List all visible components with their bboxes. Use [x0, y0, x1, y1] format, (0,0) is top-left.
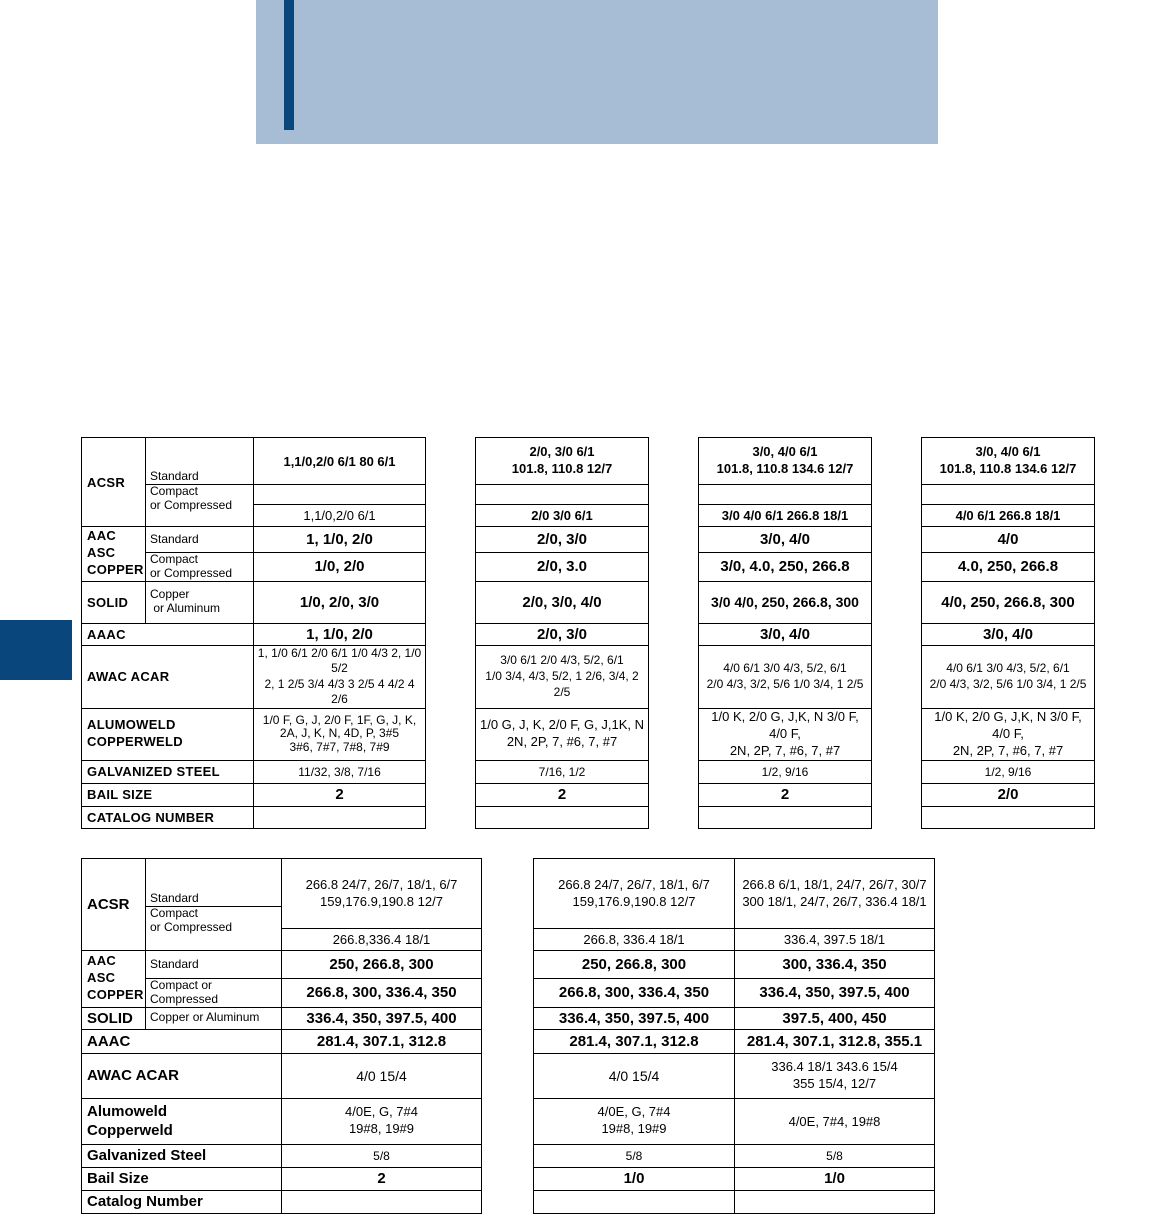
cell-aaac: 3/0, 4/0	[699, 623, 872, 645]
cell-awac-acar: 336.4 18/1 343.6 15/4 355 15/4, 12/7	[735, 1053, 935, 1098]
row-sublabel-copper-aluminum: Copper or Aluminum	[146, 1007, 282, 1029]
row-label-aac-asc-copper: AAC ASC COPPER	[82, 527, 146, 582]
row-label-solid: SOLID	[82, 1007, 146, 1029]
cell-catalog-number	[735, 1190, 935, 1213]
connector-table-1	[81, 437, 1095, 829]
cell-catalog-number	[476, 806, 649, 828]
cell-alumoweld: 1/0 K, 2/0 G, J,K, N 3/0 F, 4/0 F, 2N, 2P, 7, #6, 7, #7	[699, 708, 872, 760]
row-label-alumoweld-copperweld: Alumoweld Copperweld	[82, 1098, 282, 1144]
cell-aaac: 1, 1/0, 2/0	[254, 623, 426, 645]
cell-acsr-compact: 2/0 3/0 6/1	[476, 505, 649, 527]
row-label-awac-acar: AWAC ACAR	[82, 1053, 282, 1098]
cell-awac-acar: 4/0 6/1 3/0 4/3, 5/2, 6/1 2/0 4/3, 3/2, 5/6 1/0 3/4, 1 2/5	[922, 645, 1095, 708]
cell-aac-compact: 1/0, 2/0	[254, 553, 426, 582]
cell-galvanized: 5/8	[282, 1144, 482, 1167]
cell-alumoweld: 4/0E, G, 7#4 19#8, 19#9	[282, 1098, 482, 1144]
row-sublabel-standard: Standard	[146, 438, 254, 485]
cell-aaac: 281.4, 307.1, 312.8	[282, 1029, 482, 1053]
cell-aac-compact: 266.8, 300, 336.4, 350	[282, 979, 482, 1008]
cell-alumoweld: 1/0 G, J, K, 2/0 F, G, J,1K, N 2N, 2P, 7, #6, 7, #7	[476, 708, 649, 760]
cell-aac-compact: 336.4, 350, 397.5, 400	[735, 979, 935, 1008]
cell-aac-standard: 3/0, 4/0	[699, 527, 872, 553]
cell-catalog-number	[534, 1190, 735, 1213]
cell-alumoweld: 4/0E, 7#4, 19#8	[735, 1098, 935, 1144]
cell-aac-standard: 1, 1/0, 2/0	[254, 527, 426, 553]
cell-bail-size: 1/0	[534, 1167, 735, 1190]
cell-catalog-number	[699, 806, 872, 828]
section-tab	[0, 620, 72, 680]
cell-aac-compact: 3/0, 4.0, 250, 266.8	[699, 553, 872, 582]
cell-aac-standard: 300, 336.4, 350	[735, 951, 935, 979]
row-label-galvanized-steel: GALVANIZED STEEL	[82, 760, 254, 783]
cell-awac-acar: 4/0 6/1 3/0 4/3, 5/2, 6/1 2/0 4/3, 3/2, 5/6 1/0 3/4, 1 2/5	[699, 645, 872, 708]
cell-aac-standard: 250, 266.8, 300	[282, 951, 482, 979]
cell-solid: 336.4, 350, 397.5, 400	[534, 1007, 735, 1029]
cell-bail-size: 2/0	[922, 783, 1095, 806]
cell-galvanized: 5/8	[735, 1144, 935, 1167]
cell-acsr-standard: 1,1/0,2/0 6/1 80 6/1	[254, 438, 426, 485]
row-label-awac-acar: AWAC ACAR	[82, 645, 254, 708]
cell-solid: 4/0, 250, 266.8, 300	[922, 581, 1095, 623]
cell-awac-acar: 1, 1/0 6/1 2/0 6/1 1/0 4/3 2, 1/0 5/2 2, 1 2/5 3/4 4/3 3 2/5 4 4/2 4 2/6	[254, 645, 426, 708]
cell-acsr-standard: 266.8 24/7, 26/7, 18/1, 6/7 159,176.9,190.8 12/7	[282, 859, 482, 929]
cell-acsr-compact: 266.8, 336.4 18/1	[534, 929, 735, 951]
row-sublabel-compact: Compact or Compressed	[146, 907, 282, 951]
row-sublabel-copper-aluminum: Copper or Aluminum	[146, 581, 254, 623]
row-label-acsr: ACSR	[82, 438, 146, 527]
cell-bail-size: 2	[699, 783, 872, 806]
row-sublabel-compact: Compact or Compressed	[146, 553, 254, 582]
row-label-galvanized-steel: Galvanized Steel	[82, 1144, 282, 1167]
cell-acsr-standard: 3/0, 4/0 6/1 101.8, 110.8 134.6 12/7	[922, 438, 1095, 485]
cell-galvanized: 7/16, 1/2	[476, 760, 649, 783]
cell-awac-acar: 4/0 15/4	[282, 1053, 482, 1098]
cell-aac-compact: 266.8, 300, 336.4, 350	[534, 979, 735, 1008]
cell-acsr-standard: 2/0, 3/0 6/1 101.8, 110.8 12/7	[476, 438, 649, 485]
row-label-aaac: AAAC	[82, 1029, 282, 1053]
cell-bail-size: 1/0	[735, 1167, 935, 1190]
cell-bail-size: 2	[282, 1167, 482, 1190]
cell-solid: 2/0, 3/0, 4/0	[476, 581, 649, 623]
cell-alumoweld: 1/0 K, 2/0 G, J,K, N 3/0 F, 4/0 F, 2N, 2P, 7, #6, 7, #7	[922, 708, 1095, 760]
row-label-alumoweld-copperweld: ALUMOWELD COPPERWELD	[82, 708, 254, 760]
cell-galvanized: 5/8	[534, 1144, 735, 1167]
cell-acsr-standard: 266.8 6/1, 18/1, 24/7, 26/7, 30/7 300 18/1, 24/7, 26/7, 336.4 18/1	[735, 859, 935, 929]
row-sublabel-standard: Standard	[146, 951, 282, 979]
row-label-aaac: AAAC	[82, 623, 254, 645]
row-sublabel-compact: Compact or Compressed	[146, 979, 282, 1008]
cell-solid: 3/0 4/0, 250, 266.8, 300	[699, 581, 872, 623]
cell-galvanized: 11/32, 3/8, 7/16	[254, 760, 426, 783]
row-label-catalog-number: Catalog Number	[82, 1190, 282, 1213]
cell-aac-standard: 2/0, 3/0	[476, 527, 649, 553]
row-label-aac-asc-copper: AAC ASC COPPER	[82, 951, 146, 1008]
cell-acsr-standard: 3/0, 4/0 6/1 101.8, 110.8 134.6 12/7	[699, 438, 872, 485]
connector-table-2	[81, 858, 935, 1214]
cell-awac-acar: 4/0 15/4	[534, 1053, 735, 1098]
row-sublabel-standard: Standard	[146, 527, 254, 553]
row-label-solid: SOLID	[82, 581, 146, 623]
cell-acsr-compact: 1,1/0,2/0 6/1	[254, 505, 426, 527]
row-label-bail-size: BAIL SIZE	[82, 783, 254, 806]
cell-catalog-number	[282, 1190, 482, 1213]
row-label-bail-size: Bail Size	[82, 1167, 282, 1190]
row-label-acsr: ACSR	[82, 859, 146, 951]
banner-accent-bar	[284, 0, 294, 130]
cell-acsr-standard: 266.8 24/7, 26/7, 18/1, 6/7 159,176.9,190.8 12/7	[534, 859, 735, 929]
cell-solid: 397.5, 400, 450	[735, 1007, 935, 1029]
cell-acsr-compact: 3/0 4/0 6/1 266.8 18/1	[699, 505, 872, 527]
row-sublabel-standard: Standard	[146, 859, 282, 907]
cell-aaac: 281.4, 307.1, 312.8	[534, 1029, 735, 1053]
cell-catalog-number	[254, 806, 426, 828]
cell-bail-size: 2	[476, 783, 649, 806]
cell-acsr-compact: 336.4, 397.5 18/1	[735, 929, 935, 951]
row-sublabel-compact: Compact or Compressed	[146, 485, 254, 527]
cell-aac-compact: 4.0, 250, 266.8	[922, 553, 1095, 582]
cell-catalog-number	[922, 806, 1095, 828]
cell-aac-standard: 4/0	[922, 527, 1095, 553]
row-label-catalog-number: CATALOG NUMBER	[82, 806, 254, 828]
cell-aaac: 3/0, 4/0	[922, 623, 1095, 645]
cell-awac-acar: 3/0 6/1 2/0 4/3, 5/2, 6/1 1/0 3/4, 4/3, 5/2, 1 2/6, 3/4, 2 2/5	[476, 645, 649, 708]
column-gap	[872, 438, 922, 829]
column-gap	[426, 438, 476, 829]
column-gap	[649, 438, 699, 829]
cell-aaac: 281.4, 307.1, 312.8, 355.1	[735, 1029, 935, 1053]
cell-bail-size: 2	[254, 783, 426, 806]
cell-aac-standard: 250, 266.8, 300	[534, 951, 735, 979]
brand-logo: FCI	[1023, 41, 1154, 90]
cell-acsr-compact: 266.8,336.4 18/1	[282, 929, 482, 951]
cell-galvanized: 1/2, 9/16	[699, 760, 872, 783]
column-gap	[482, 859, 534, 1214]
cell-galvanized: 1/2, 9/16	[922, 760, 1095, 783]
cell-aac-compact: 2/0, 3.0	[476, 553, 649, 582]
cell-aaac: 2/0, 3/0	[476, 623, 649, 645]
cell-acsr-compact: 4/0 6/1 266.8 18/1	[922, 505, 1095, 527]
cell-solid: 336.4, 350, 397.5, 400	[282, 1007, 482, 1029]
cell-solid: 1/0, 2/0, 3/0	[254, 581, 426, 623]
cell-alumoweld: 4/0E, G, 7#4 19#8, 19#9	[534, 1098, 735, 1144]
cell-alumoweld: 1/0 F, G, J, 2/0 F, 1F, G, J, K, 2A, J, K, N, 4D, P, 3#5 3#6, 7#7, 7#8, 7#9	[254, 708, 426, 760]
header-banner	[256, 0, 1154, 144]
